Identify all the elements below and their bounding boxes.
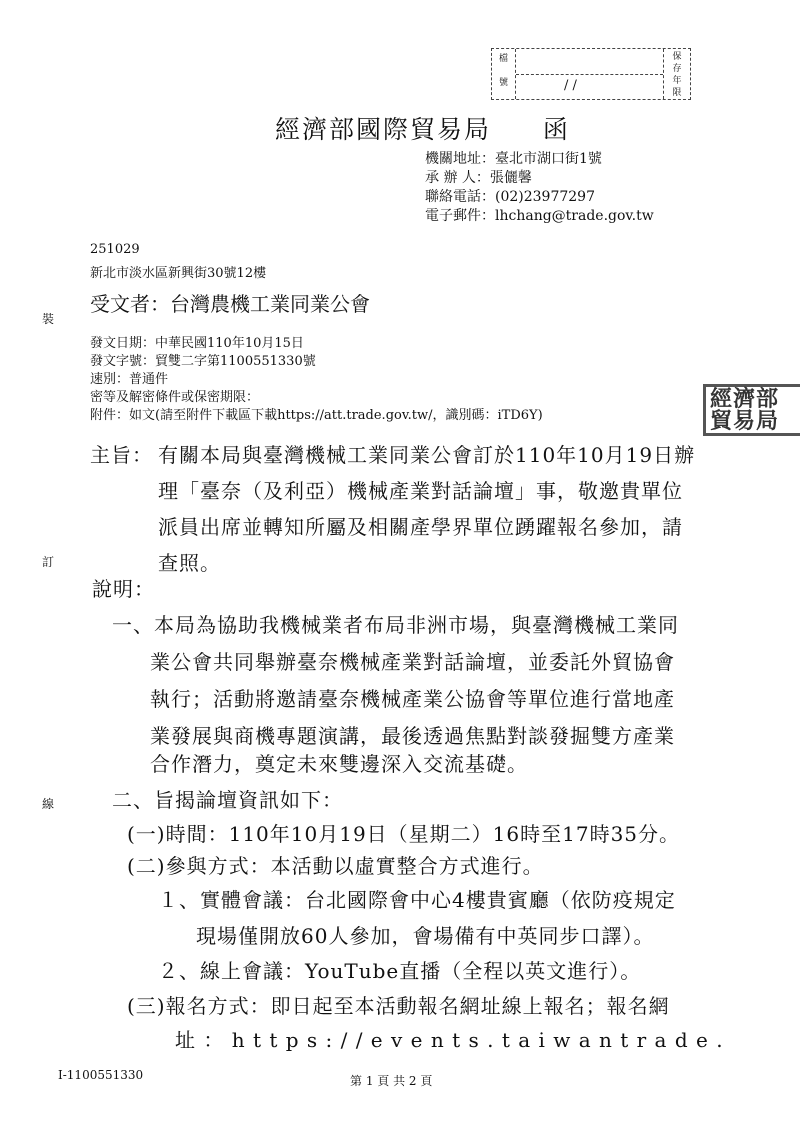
- binding-mark-xian: 線: [42, 797, 55, 811]
- info-physical-meeting: １、實體會議：台北國際會中心4樓貴賓廳（依防疫規定: [158, 888, 676, 912]
- doc-date: 發文日期：中華民國110年10月15日: [90, 336, 304, 351]
- explanation-item-1-line: 業公會共同舉辦臺奈機械產業對話論壇，並委託外貿協會: [150, 650, 675, 674]
- explanation-item-1-line: 業發展與商機專題演講，最後透過焦點對談發掘雙方產業: [150, 724, 675, 748]
- retention-char: 限: [672, 88, 682, 98]
- field-value: 張儷馨: [489, 170, 532, 186]
- field-label: 電子郵件：: [425, 208, 495, 224]
- file-label-bottom: 號: [498, 78, 508, 88]
- retention-char: 存: [672, 64, 682, 74]
- info-time: (一)時間：110年10月19日（星期二）16時至17時35分。: [127, 822, 681, 846]
- subject-label: 主旨：: [90, 443, 153, 467]
- sender-email-row: [425, 207, 654, 226]
- subject-line: 有關本局與臺灣機械工業同業公會訂於110年10月19日辦: [158, 443, 696, 467]
- binding-mark-ding: 訂: [42, 555, 55, 569]
- file-number-box: [491, 48, 691, 100]
- stamp-line-1: 經濟部: [710, 387, 780, 412]
- info-participation: (二)參與方式：本活動以虛實整合方式進行。: [127, 854, 544, 878]
- field-label: 機關地址：: [425, 151, 495, 167]
- document-id: I-1100551330: [58, 1068, 144, 1082]
- doc-attachment: 附件：如文(請至附件下載區下載https://att.trade.gov.tw/，識別碼：iTD6Y): [90, 408, 543, 423]
- explanation-item-1-line: 執行；活動將邀請臺奈機械產業公協會等單位進行當地產: [150, 687, 675, 711]
- subject-line: 理「臺奈（及利亞）機械產業對話論壇」事，敬邀貴單位: [158, 479, 683, 503]
- sender-phone-row: [425, 188, 654, 207]
- sender-info: [425, 150, 654, 226]
- retention-char: 年: [672, 76, 682, 86]
- document-type: 函: [542, 115, 570, 144]
- field-value: 臺北市湖口街1號: [495, 151, 602, 167]
- retention-period-label: [664, 49, 690, 99]
- issuing-agency: 經濟部國際貿易局: [275, 115, 492, 144]
- file-label-top: 檔: [498, 54, 508, 64]
- recipient: 受文者：台灣農機工業同業公會: [90, 292, 370, 316]
- info-physical-meeting-line: 現場僅開放60人參加，會場備有中英同步口譯）。: [196, 924, 655, 948]
- explanation-item-1: 一、本局為協助我機械業者布局非洲市場，與臺灣機械工業同: [112, 613, 679, 637]
- doc-security: 密等及解密條件或保密期限：: [90, 390, 260, 405]
- explanation-item-2: 二、旨揭論壇資訊如下：: [112, 788, 343, 812]
- info-registration-url: 址 ： h t t p s : / / e v e n t s . t a i w a n t r a d e .: [175, 1028, 724, 1052]
- field-label: 聯絡電話：: [425, 189, 495, 205]
- field-value: lhchang@trade.gov.tw: [495, 208, 654, 224]
- page-number: 第 1 頁 共 2 頁: [350, 1074, 433, 1088]
- subject-line: 派員出席並轉知所屬及相關產學界單位踴躍報名參加，請: [158, 515, 683, 539]
- recipient-address: 新北市淡水區新興街30號12樓: [90, 266, 267, 281]
- file-number-label: [492, 49, 516, 99]
- doc-number: 發文字號：貿雙二字第1100551330號: [90, 354, 316, 369]
- document-title: [275, 110, 570, 146]
- subject-line: 查照。: [158, 551, 221, 575]
- explanation-label: 說明：: [92, 577, 155, 601]
- retention-char: 保: [672, 52, 682, 62]
- agency-stamp: [703, 384, 800, 436]
- info-online-meeting: ２、線上會議：YouTube直播（全程以英文進行）。: [158, 959, 642, 983]
- file-number-slashes: / /: [564, 78, 577, 93]
- explanation-item-1-line: 合作潛力，奠定未來雙邊深入交流基礎。: [150, 752, 528, 776]
- binding-mark-zhuang: 裝: [42, 312, 55, 326]
- stamp-line-2: 貿易局: [710, 409, 780, 434]
- doc-urgency: 速別：普通件: [90, 372, 169, 387]
- field-value: (02)23977297: [495, 189, 595, 205]
- info-registration: (三)報名方式：即日起至本活動報名網址線上報名；報名網: [127, 994, 670, 1018]
- sender-address-row: [425, 150, 654, 169]
- sender-contact-row: [425, 169, 654, 188]
- field-label: 承 辦 人：: [425, 170, 490, 186]
- postal-code: 251029: [90, 242, 140, 257]
- file-number-fields: [516, 49, 664, 99]
